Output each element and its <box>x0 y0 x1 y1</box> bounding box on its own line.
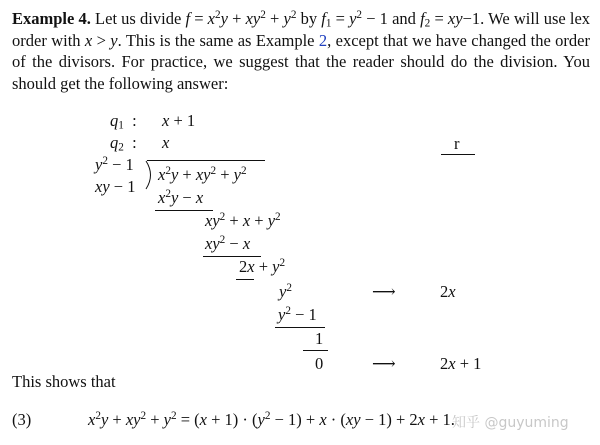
subtract-row-2: $xy^2 - x$ <box>205 234 251 253</box>
remaining-y2-row: $y^2$ <box>279 282 292 301</box>
divisor-f2: $f_2 = xy-1$ <box>420 9 481 30</box>
dividend-expression: $f = x^2y + xy^2 + y^2$ <box>185 9 297 28</box>
example-reference-link[interactable]: 2 <box>318 30 328 50</box>
divisor-xy-minus-1: xy − 1 <box>95 177 136 196</box>
example-paragraph: Example 4. Let us divide $f = x^2y + xy^2 + y^2$ by $f_1 = y^2 - 1$ and $f_2 = xy-1$. We will use lex order with x > y. This is the same as Example 2, except that we have changed the order of the divisors. For practice, we suggest that the reader should do the division. You should get the following answer: <box>12 9 591 93</box>
quotient-q1-row: $q_1$ : <box>110 111 137 132</box>
final-zero-row: 0 <box>315 354 324 373</box>
quotient-q1-value: x + 1 <box>162 111 196 130</box>
dividend-row: $x^2y + xy^2 + y^2$ <box>158 165 247 184</box>
difference-row-2: $2x + y^2$ <box>239 257 286 276</box>
lex-order-relation: x > y <box>84 30 118 50</box>
difference-row-3: 1 <box>315 329 324 348</box>
divisor-f1: $f_1 = y^2 - 1$ <box>321 9 388 30</box>
subtract-row-3: $y^2 - 1$ <box>278 305 317 324</box>
remainder-column-header: r <box>454 134 460 153</box>
move-to-remainder-rule-1 <box>236 279 254 280</box>
remainder-step-1: 2x <box>440 282 456 301</box>
final-equation: $x^2y + xy^2 + y^2 = (x + 1) \cdot (y^2 - 1) + x \cdot (xy - 1) + 2x + 1$. <box>88 410 455 429</box>
arrow-2: ⟶ <box>372 354 396 373</box>
difference-row-1: $xy^2 + x + y^2$ <box>205 211 281 230</box>
subtract-row-1: $x^2y - x$ <box>158 188 204 207</box>
quotient-q2-row: $q_2$ : <box>110 133 137 154</box>
quotient-q2-value: x <box>162 133 170 152</box>
watermark-text: 知乎 @guyuming <box>452 415 569 431</box>
subtract-rule-3 <box>275 327 325 328</box>
remainder-step-2: 2x + 1 <box>440 354 482 373</box>
divisor-y2-minus-1: $y^2 - 1$ <box>95 155 134 174</box>
remainder-header-rule <box>441 154 475 155</box>
equation-number: (3) <box>12 410 32 429</box>
division-bracket-rule <box>147 160 265 161</box>
move-to-remainder-rule-2 <box>303 350 328 351</box>
arrow-1: ⟶ <box>372 282 396 301</box>
conclusion-intro: This shows that <box>12 372 116 391</box>
example-label: Example 4. <box>12 9 91 28</box>
division-bracket-icon <box>143 160 157 190</box>
